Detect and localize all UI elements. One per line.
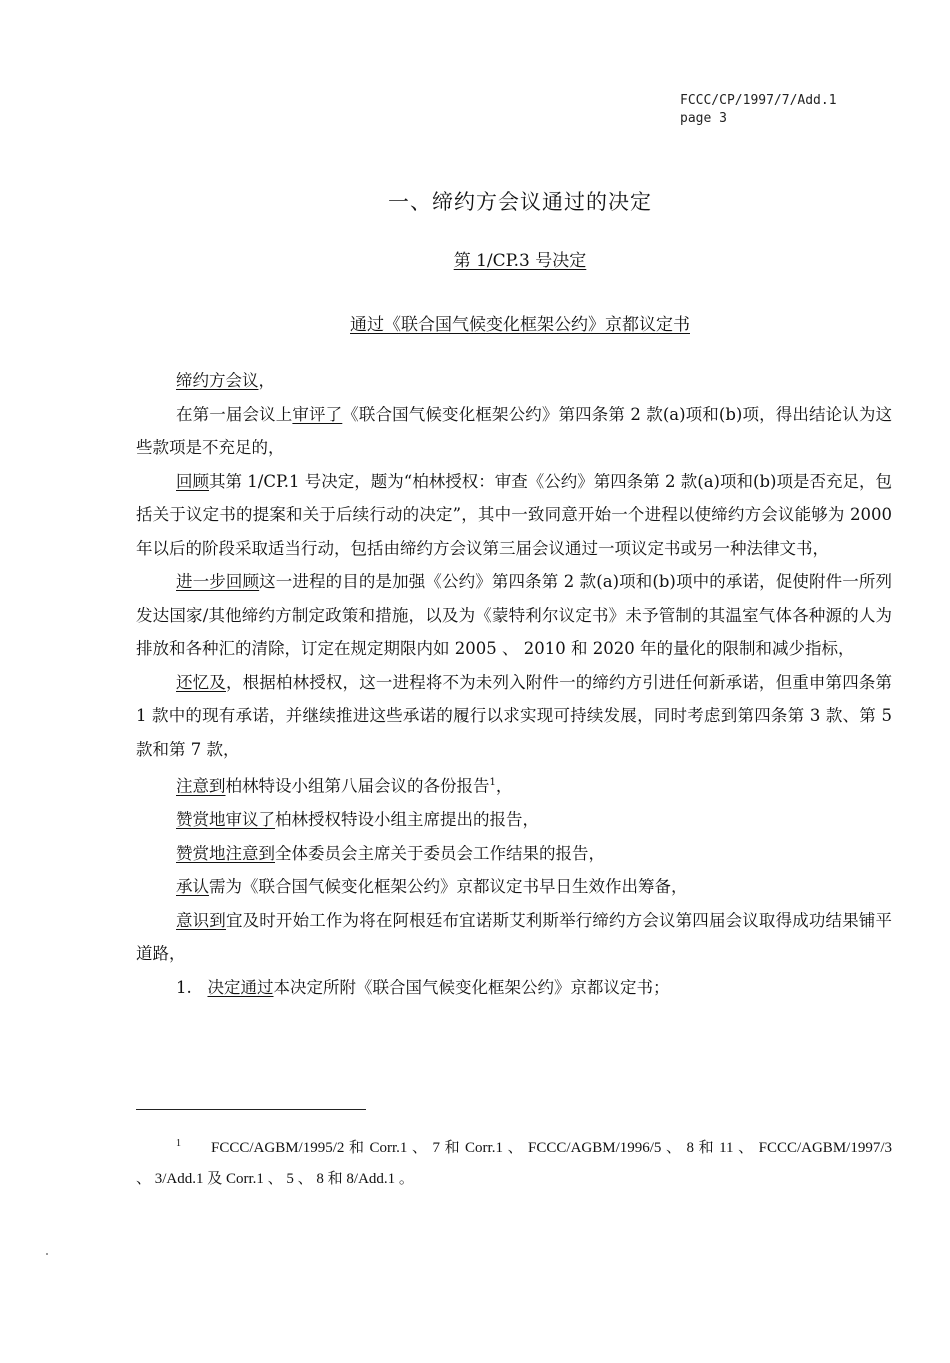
paragraph-text: 宜及时开始工作为将在阿根廷布宜诺斯艾利斯举行缔约方会议第四届会议取得成功结果铺平道路， [136, 910, 893, 963]
underlined-phrase: 决定通过 [207, 977, 274, 997]
underlined-phrase: 意识到 [176, 910, 226, 930]
page-number: page 3 [680, 111, 727, 126]
paragraph-text: ， [495, 776, 513, 796]
paragraph-text: 全体委员会主席关于委员会工作结果的报告， [275, 843, 605, 863]
paragraph-text: 柏林特设小组第八届会议的各份报告 [225, 776, 490, 796]
paragraph-text: 《联合国气候变化框架公约》第四条第 2 款(a)项和(b)项，得出结论认为这些款项是不充足的， [136, 404, 893, 457]
underlined-phrase: 注意到 [176, 776, 226, 796]
underlined-phrase: 回顾 [176, 471, 210, 491]
underlined-phrase: 赞赏地注意到 [176, 843, 275, 863]
paragraph-1 [136, 398, 892, 465]
footnote-text: FCCC/AGBM/1995/2 和 Corr.1 、 7 和 Corr.1 、 FCCC/AGBM/1996/5 、 8 和 11 、 FCCC/AGBM/1997/3 、 3/Add.1 及 Corr.1 、 5 、 8 和 8/Add.1 。 [136, 1140, 892, 1187]
underlined-phrase: 赞赏地审议了 [176, 810, 275, 829]
scan-speck [46, 1253, 48, 1255]
underlined-phrase: 审评了 [292, 404, 343, 424]
paragraph-text: 柏林授权特设小组主席提出的报告， [275, 810, 539, 829]
underlined-phrase: 承认 [176, 877, 209, 896]
paragraph-text: 本决定所附《联合国气候变化框架公约》京都议定书； [273, 977, 670, 997]
paragraph-text: 在第一届会议上 [176, 404, 293, 424]
section-title: 一、缔约方会议通过的决定 [388, 190, 652, 214]
decision-body [136, 364, 892, 1004]
paragraph-9 [136, 904, 892, 971]
footnote-mark: 1 [176, 1138, 181, 1149]
paragraph-preamble [136, 364, 892, 398]
document-symbol: FCCC/CP/1997/7/Add.1 [680, 93, 837, 108]
footnote-reference[interactable]: 1 [489, 777, 496, 788]
paragraph-number: 1. [176, 977, 192, 997]
decision-subtitle [0, 310, 950, 335]
paragraph-2 [136, 465, 892, 566]
paragraph-6 [136, 803, 892, 837]
paragraph-text: 需为《联合国气候变化框架公约》京都议定书早日生效作出筹备， [209, 877, 688, 896]
paragraph-10 [136, 971, 892, 1005]
paragraph-3 [136, 565, 892, 666]
paragraph-text: 这一进程的目的是加强《公约》第四条第 2 款(a)项和(b)项中的承诺，促使附件一所列发达国家/其他缔约方制定政策和措施，以及为《蒙特利尔议定书》未予管制的其温室气体各种源的人为排放和各种汇的清除，订定在规定期限内如 2005 、 2010 和 2020 年的量化的限制和减少指标， [136, 572, 892, 658]
underlined-phrase: 缔约方会议 [176, 371, 259, 390]
paragraph-text: 其第 1/CP.1 号决定，题为“柏林授权：审查《公约》第四条第 2 款(a)项和(b)项是否充足，包括关于议定书的提案和关于后续行动的决定”，其中一致同意开始一个进程以使缔约方会议能够为 2000 年以后的阶段采取适当行动，包括由缔约方会议第三届会议通过一项议定书或另一种法律文书， [136, 471, 892, 558]
footnote-text-block [136, 1128, 892, 1195]
underlined-phrase: 进一步回顾 [176, 572, 260, 591]
paragraph-4 [136, 666, 892, 767]
decision-title [0, 246, 950, 271]
paragraph-text: ， [258, 371, 275, 390]
paragraph-text: ，根据柏林授权，这一进程将不为未列入附件一的缔约方引进任何新承诺，但重申第四条第 1 款中的现有承诺，并继续推进这些承诺的履行以求实现可持续发展，同时考虑到第四条第 3 款、第 5 款和第 7 款， [136, 672, 893, 759]
paragraph-8 [136, 870, 892, 904]
footnote-divider [136, 1109, 366, 1110]
underlined-phrase: 还忆及 [176, 672, 226, 692]
decision-title-text: 第 1/CP.3 号决定 [453, 251, 587, 271]
document-header [680, 92, 837, 128]
paragraph-5 [136, 766, 892, 803]
decision-subtitle-text: 通过《联合国气候变化框架公约》京都议定书 [350, 315, 690, 335]
paragraph-7 [136, 837, 892, 871]
footnote [136, 1128, 892, 1195]
